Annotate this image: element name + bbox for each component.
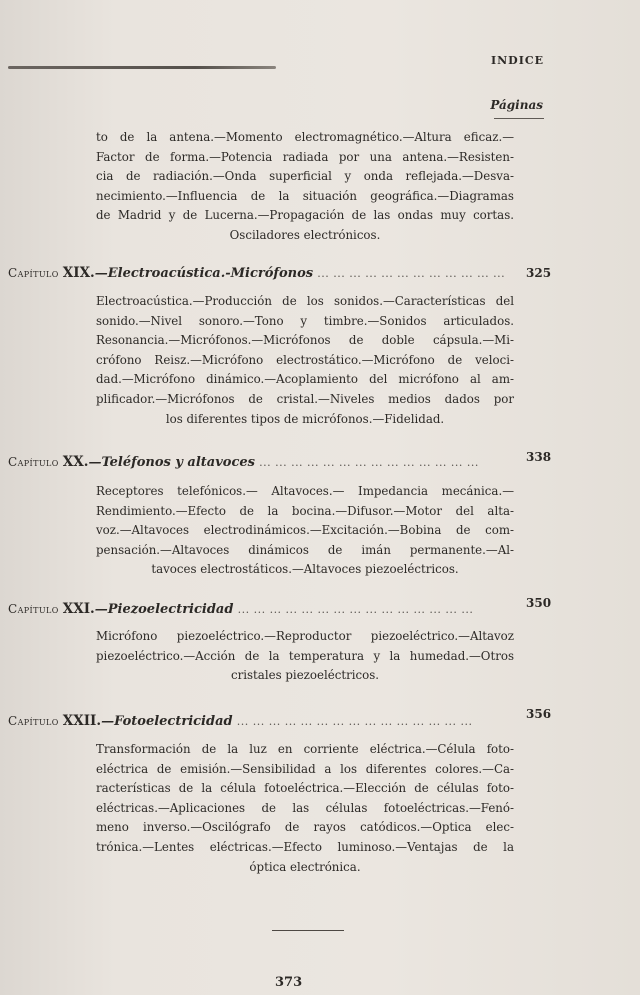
pages-column-label: Páginas	[490, 98, 543, 112]
summary-line: crófono Reisz.—Micrófono electrostático.—Micrófono de veloci-	[96, 352, 514, 367]
chapter-title: —Electroacústica.-Micrófonos	[94, 266, 314, 281]
chapter-word: Capítulo	[8, 714, 59, 728]
summary-line: tavoces electrostáticos.—Altavoces piezoeléctricos.	[151, 562, 459, 577]
running-header-title: INDICE	[490, 54, 544, 67]
continued-paragraph	[96, 128, 514, 246]
summary-line: plificador.—Micrófonos de cristal.—Niveles medios dados por	[96, 391, 514, 406]
dot-leader: ... ... ... ... ... ... ... ... ... ... ... ...	[317, 267, 506, 280]
chapter-summary-xxi	[96, 627, 514, 686]
chapter-number: XXII.	[62, 713, 102, 729]
chapter-word: Capítulo	[8, 455, 59, 469]
summary-line: trónica.—Lentes eléctricas.—Efecto luminoso.—Ventajas de la	[96, 839, 514, 854]
chapter-title: —Piezoelectricidad	[94, 602, 234, 617]
summary-line: eléctricas.—Aplicaciones de las células fotoeléctricas.—Fenó-	[96, 800, 514, 815]
chapter-number: XX.	[62, 454, 89, 470]
summary-line: eléctrica de emisión.—Sensibilidad a los diferentes colores.—Ca-	[96, 761, 514, 776]
chapter-title: —Teléfonos y altavoces	[88, 455, 255, 470]
chapter-number: XXI.	[62, 601, 95, 617]
chapter-summary-xix	[96, 292, 514, 429]
chapter-page-number: 356	[526, 707, 552, 721]
page-number: 373	[275, 975, 303, 990]
dot-leader: ... ... ... ... ... ... ... ... ... ... ... ... ... ...	[259, 456, 479, 469]
chapter-heading-xix	[8, 262, 523, 284]
summary-line: meno inverso.—Oscilógrafo de rayos catódicos.—Optica elec-	[96, 820, 514, 835]
summary-line: los diferentes tipos de micrófonos.—Fidelidad.	[165, 411, 445, 426]
paragraph-line: necimiento.—Influencia de la situación geográfica.—Diagramas	[96, 188, 514, 203]
chapter-page-number: 325	[526, 266, 552, 280]
paragraph-line: Osciladores electrónicos.	[229, 227, 381, 242]
summary-line: Resonancia.—Micrófonos.—Micrófonos de doble cápsula.—Mi-	[96, 333, 514, 348]
summary-line: Micrófono piezoeléctrico.—Reproductor piezoeléctrico.—Altavoz	[96, 629, 514, 643]
chapter-summary-xx	[96, 482, 514, 580]
summary-line: óptica electrónica.	[249, 859, 361, 874]
summary-line: Transformación de la luz en corriente eléctrica.—Célula foto-	[96, 742, 514, 756]
summary-line: Receptores telefónicos.— Altavoces.— Impedancia mecánica.—	[96, 484, 514, 498]
paragraph-line: de Madrid y de Lucerna.—Propagación de las ondas muy cortas.	[96, 208, 514, 223]
chapter-heading-xxi	[8, 598, 523, 620]
paragraph-line: cia de radiación.—Onda superficial y onda reflejada.—Desva-	[96, 169, 514, 184]
summary-line: sonido.—Nivel sonoro.—Tono y timbre.—Sonidos articulados.	[96, 313, 514, 328]
summary-line: cristales piezoeléctricos.	[230, 668, 380, 683]
summary-line: racterísticas de la célula fotoeléctrica.—Elección de células foto-	[96, 781, 514, 796]
chapter-word: Capítulo	[8, 602, 59, 616]
footer-rule	[272, 930, 344, 931]
chapter-title: —Fotoelectricidad	[101, 714, 233, 729]
header-rule	[8, 66, 276, 69]
chapter-heading-xx	[8, 451, 523, 473]
chapter-page-number: 338	[526, 450, 552, 464]
paragraph-line: Factor de forma.—Potencia radiada por una antena.—Resisten-	[96, 149, 514, 164]
chapter-summary-xxii	[96, 740, 514, 877]
paragraph-line: to de la antena.—Momento electromagnético.—Altura eficaz.—	[96, 130, 514, 144]
summary-line: dad.—Micrófono dinámico.—Acoplamiento del micrófono al am-	[96, 372, 514, 387]
chapter-heading-xxii	[8, 710, 523, 732]
summary-line: Electroacústica.—Producción de los sonidos.—Características del	[96, 294, 514, 308]
dot-leader: ... ... ... ... ... ... ... ... ... ... ... ... ... ... ...	[237, 603, 474, 616]
dot-leader: ... ... ... ... ... ... ... ... ... ... ... ... ... ... ...	[236, 715, 473, 728]
summary-line: Rendimiento.—Efecto de la bocina.—Difusor.—Motor del alta-	[96, 503, 514, 518]
chapter-page-number: 350	[526, 596, 552, 610]
pages-label-rule	[494, 118, 544, 119]
summary-line: pensación.—Altavoces dinámicos de imán permanente.—Al-	[96, 542, 514, 557]
summary-line: piezoeléctrico.—Acción de la temperatura y la humedad.—Otros	[96, 648, 514, 663]
summary-line: voz.—Altavoces electrodinámicos.—Excitación.—Bobina de com-	[96, 523, 514, 538]
chapter-word: Capítulo	[8, 266, 59, 280]
chapter-number: XIX.	[62, 265, 95, 281]
